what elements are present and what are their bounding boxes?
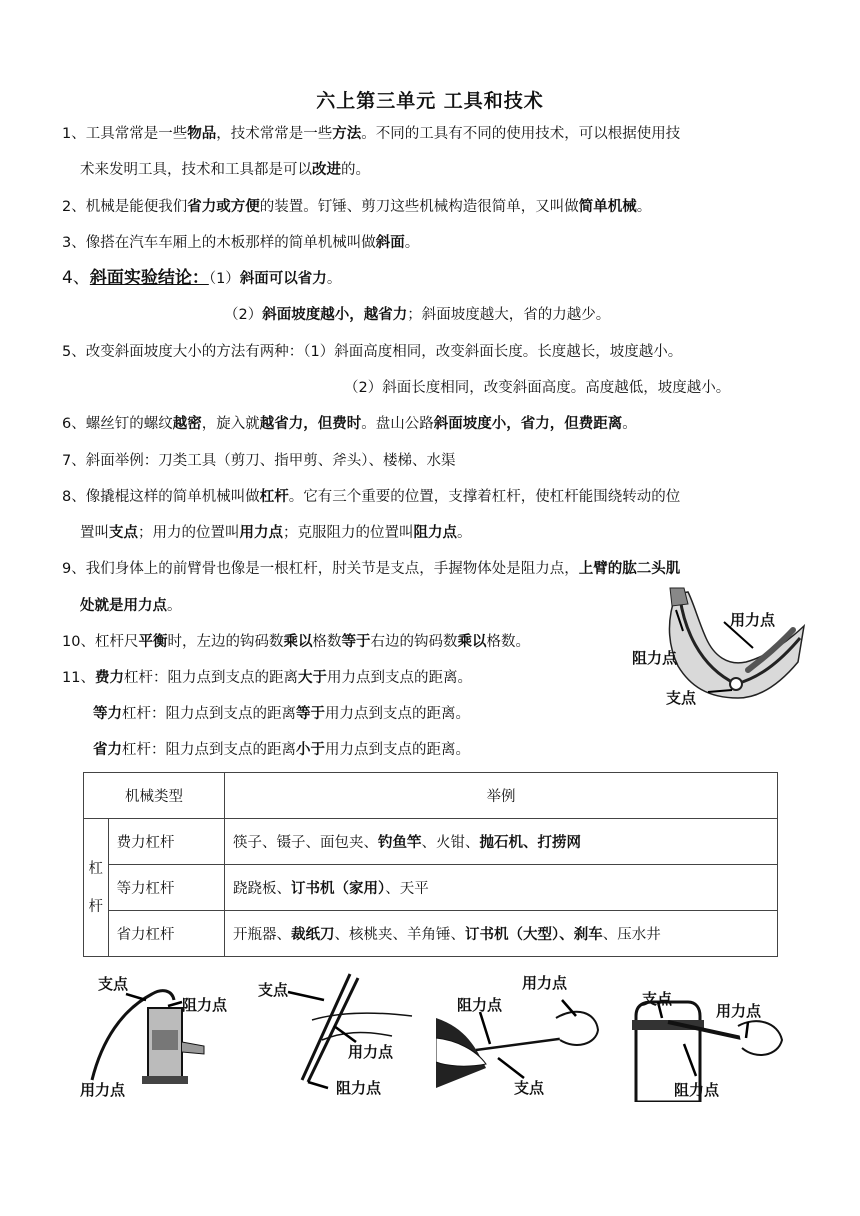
text: 6、螺丝钉的螺纹 [62, 416, 173, 432]
text: 用力点到支点的距离。 [325, 742, 470, 758]
item-8-line-1 [62, 487, 680, 507]
bold-text: 平衡 [138, 634, 168, 650]
pump-load-label: 阻力点 [182, 996, 228, 1014]
opener-fulcrum-label: 支点 [642, 990, 673, 1008]
text: 术来发明工具，技术和工具都是可以 [80, 162, 312, 178]
text: 、核桃夹、羊角锤、 [334, 927, 465, 943]
bold-text: 等力 [93, 706, 122, 722]
text: ，旋入就 [201, 416, 260, 432]
bold-text: 费力 [94, 670, 124, 686]
bold-text: 简单机械 [578, 199, 637, 215]
chopstick-2 [308, 978, 358, 1082]
text: 杠杆：阻力点到支点的距离 [122, 706, 296, 722]
row-examples [225, 865, 778, 911]
text: ，技术常常是一些 [216, 126, 333, 142]
arrow-fulcrum [126, 994, 146, 1000]
bold-text: 越密 [172, 416, 202, 432]
hand-outline [312, 1013, 412, 1020]
bold-text: 处就是用力点 [80, 598, 167, 614]
text: 。 [167, 598, 182, 614]
hand-shape [670, 588, 688, 606]
text: （1） [208, 271, 240, 287]
text: 4、 [62, 268, 90, 288]
bold-text: 省力 [93, 742, 122, 758]
bold-text: 等于 [296, 706, 325, 722]
item-9-line-2 [80, 596, 182, 616]
bold-text: 越省力，但费时 [259, 416, 362, 432]
item-11-line-1 [62, 668, 472, 688]
text: 格数。 [486, 634, 530, 650]
bold-text: 订书机（家用） [291, 881, 386, 897]
bold-text: 方法 [332, 126, 362, 142]
text: 。 [622, 416, 637, 432]
text: 。 [636, 199, 652, 215]
text: 杠杆：阻力点到支点的距离 [123, 670, 298, 686]
text: 杠 [88, 860, 104, 877]
bold-text: 抛石机、打捞网 [479, 835, 581, 851]
text: 9、我们身体上的前臂骨也像是一根杠杆，肘关节是支点，手握物体处是阻力点， [62, 561, 579, 577]
text: 跷跷板、 [233, 881, 291, 897]
arm-load-label: 阻力点 [632, 649, 678, 667]
text: 8、像撬棍这样的简单机械叫做 [62, 489, 260, 505]
arrow-effort [334, 1026, 356, 1042]
text: 、压水井 [602, 927, 661, 943]
bold-text: 杠杆 [259, 489, 289, 505]
item-4-line-1 [62, 268, 341, 289]
item-11-line-3 [93, 740, 470, 760]
page-title: 六上第三单元 工具和技术 [316, 90, 544, 112]
bold-text: 支点 [109, 525, 138, 541]
fishing-load-label: 阻力点 [457, 996, 503, 1014]
text: ；用力的位置叫 [138, 525, 240, 541]
pump-detail [152, 1030, 178, 1050]
row-name: 省力杠杆 [108, 911, 224, 957]
text: 。不同的工具有不同的使用技术，可以根据使用技 [361, 126, 681, 142]
header-example: 举例 [225, 773, 778, 819]
row-name: 费力杠杆 [108, 819, 224, 865]
item-8-line-2 [80, 523, 472, 543]
text: 。盘山公路 [361, 416, 434, 432]
table-header-row [84, 773, 778, 819]
bold-text: 斜面可以省力 [239, 271, 327, 287]
text: 格数 [312, 634, 342, 650]
text: 用力点到支点的距离。 [325, 706, 470, 722]
chopsticks-fulcrum-label: 支点 [258, 981, 289, 999]
opener-effort-label: 用力点 [716, 1002, 762, 1020]
text: 筷子、镊子、面包夹、 [233, 835, 378, 851]
item-1-line-2 [80, 160, 370, 180]
bold-text: 等于 [341, 634, 371, 650]
bold-text: 物品 [187, 126, 217, 142]
chopsticks-load-label: 阻力点 [336, 1079, 382, 1097]
fishing-fulcrum-label: 支点 [514, 1079, 545, 1097]
bold-text: 斜面坡度越小，越省力 [262, 307, 408, 323]
opener-load-label: 阻力点 [674, 1081, 720, 1099]
hand [738, 1021, 782, 1055]
arrow-fulcrum [288, 992, 324, 1000]
text: 置叫 [80, 525, 109, 541]
text: 。 [457, 525, 472, 541]
row-examples [225, 911, 778, 957]
lever-types-table [83, 772, 778, 957]
lever-group-cell [84, 819, 109, 957]
bold-text: 省力或方便 [187, 199, 260, 215]
chopsticks-effort-label: 用力点 [348, 1043, 394, 1061]
text: ；斜面坡度越大，省的力越少。 [407, 307, 611, 323]
bold-text: 阻力点 [413, 525, 457, 541]
text: 的装置。钉锤、剪刀这些机械构造很简单，又叫做 [259, 199, 579, 215]
row-examples [225, 819, 778, 865]
item-10 [62, 632, 530, 652]
text: 开瓶器、 [233, 927, 291, 943]
text: 2、机械是能便我们 [62, 199, 188, 215]
item-11-line-2 [93, 704, 470, 724]
bold-text: 改进 [312, 162, 341, 178]
text: ；克服阻力的位置叫 [283, 525, 414, 541]
bold-text: 订书机（大型）、刹车 [465, 927, 603, 943]
bold-heading: 斜面实验结论： [89, 268, 209, 288]
text: 杆 [88, 898, 104, 915]
arrow-load [308, 1082, 328, 1088]
fishing-effort-label: 用力点 [522, 974, 568, 992]
text: 、天平 [385, 881, 429, 897]
bold-text: 上臂的肱二头肌 [578, 561, 681, 577]
pump-spout [182, 1042, 204, 1054]
item-2 [62, 197, 651, 217]
bold-text: 钓鱼竿 [378, 835, 422, 851]
text: 11、 [62, 670, 95, 686]
text: 。 [404, 235, 420, 251]
text: 。它有三个重要的位置，支撑着杠杆，使杠杆能围绕转动的位 [288, 489, 681, 505]
table-row [84, 911, 778, 957]
bold-text: 小于 [296, 742, 325, 758]
text: 时，左边的钩码数 [167, 634, 284, 650]
arrow-load [168, 1002, 182, 1006]
item-6 [62, 414, 637, 434]
item-5-line-2: （2）斜面长度相同，改变斜面高度。高度越低，坡度越小。 [344, 380, 731, 396]
bold-text: 大于 [297, 670, 327, 686]
bold-text: 斜面坡度小，省力，但费距离 [433, 416, 623, 432]
item-5-line-1: 5、改变斜面坡度大小的方法有两种：（1）斜面高度相同，改变斜面长度。长度越长，坡度越小。 [62, 344, 683, 360]
table-row [84, 819, 778, 865]
bold-text: 用力点 [239, 525, 283, 541]
item-7: 7、斜面举例：刀类工具（剪刀、指甲剪、斧头）、楼梯、水渠 [62, 453, 456, 469]
text: 10、杠杆尺 [62, 634, 139, 650]
elbow-joint [730, 678, 742, 690]
item-1-line-1 [62, 124, 680, 144]
right-hand [556, 1012, 598, 1045]
table-row [84, 865, 778, 911]
text: 右边的钩码数 [370, 634, 458, 650]
text: 3、像搭在汽车车厢上的木板那样的简单机械叫做 [62, 235, 376, 251]
pump-base [142, 1076, 188, 1084]
arm-fulcrum-label: 支点 [666, 689, 697, 707]
item-9-line-1 [62, 559, 680, 579]
text: 1、工具常常是一些 [62, 126, 188, 142]
text: 用力点到支点的距离。 [326, 670, 472, 686]
chopstick-1 [302, 974, 350, 1080]
text: 。 [326, 271, 342, 287]
bold-text: 斜面 [375, 235, 405, 251]
item-3 [62, 233, 419, 253]
text: 、火钳、 [421, 835, 480, 851]
bold-text: 裁纸刀 [291, 927, 335, 943]
header-type: 机械类型 [84, 773, 225, 819]
row-name: 等力杠杆 [108, 865, 224, 911]
pump-fulcrum-label: 支点 [98, 975, 129, 993]
text: 杠杆：阻力点到支点的距离 [122, 742, 296, 758]
text: （2） [224, 307, 263, 323]
pump-effort-label: 用力点 [80, 1081, 126, 1099]
arm-effort-label: 用力点 [730, 611, 776, 629]
bold-text: 乘以 [283, 634, 313, 650]
text: 的。 [341, 162, 370, 178]
bold-text: 乘以 [457, 634, 487, 650]
item-4-line-2 [224, 305, 610, 325]
